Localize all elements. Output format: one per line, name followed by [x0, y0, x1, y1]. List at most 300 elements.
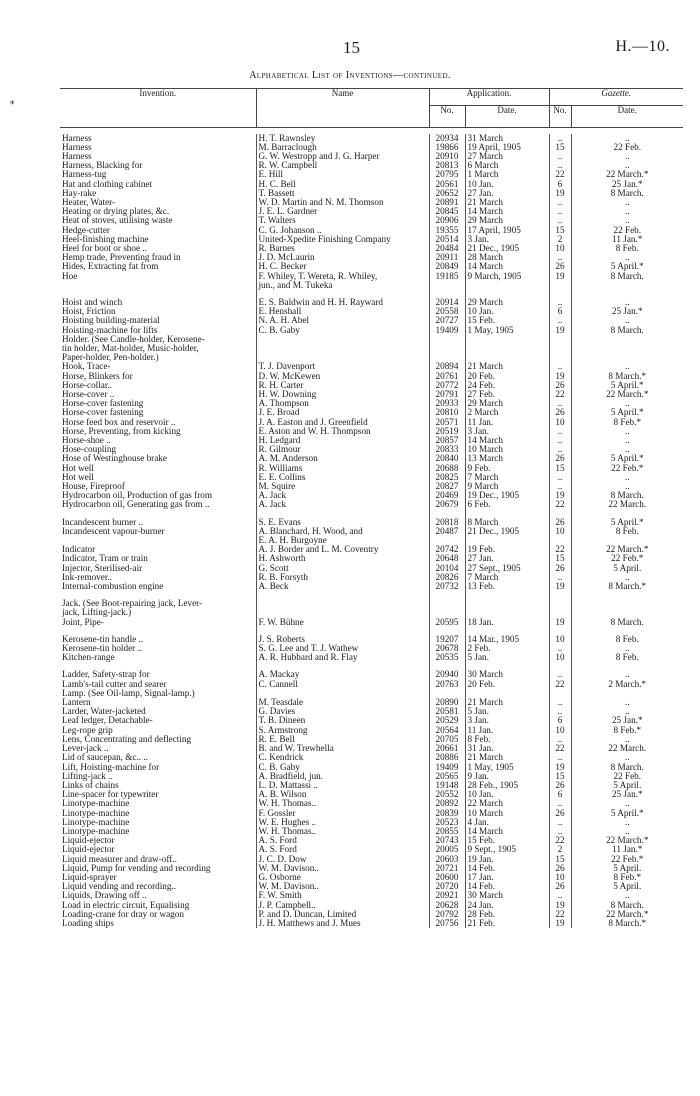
cell-gdate: 22 Feb. [571, 143, 683, 152]
cell-name: T. Bassett [256, 189, 429, 198]
cell-name: A. Beck [256, 582, 429, 591]
table-row [60, 582, 683, 591]
cell-inv: Harness [62, 151, 92, 161]
cell-no: 20818 [429, 518, 465, 527]
cell-gno: 26 [549, 408, 571, 417]
cell-date: 7 March [465, 573, 549, 582]
cell-no: 20756 [429, 919, 465, 928]
cell-gdate [571, 353, 683, 362]
cell-name [256, 627, 429, 635]
table-row [60, 545, 683, 554]
cell-no: 20825 [429, 473, 465, 482]
cell-inv: Liquid-sprayer [62, 872, 117, 882]
cell-gno: 26 [549, 518, 571, 527]
table-row [60, 198, 683, 207]
table-row [60, 608, 683, 617]
cell-no: 20595 [429, 618, 465, 627]
cell-inv: Liquid, Pump for vending and recording [62, 863, 211, 873]
cell-gno: 26 [549, 781, 571, 790]
cell-date: 5 Jan. [465, 707, 549, 716]
cell-name: E. S. Baldwin and H. H. Rayward [256, 298, 429, 307]
cell-no: 20705 [429, 735, 465, 744]
cell-name: R. Williams [256, 464, 429, 473]
cell-date: 20 Feb. [465, 372, 549, 381]
cell-name: A. Jack [256, 500, 429, 509]
table-row [60, 662, 683, 670]
cell-date: 19 Feb. [465, 545, 549, 554]
cell-gno: .. [549, 473, 571, 482]
cell-date [465, 290, 549, 298]
cell-gdate: 22 Feb.* [571, 554, 683, 563]
cell-date: 30 March [465, 670, 549, 679]
cell-inv: Indicator, Tram or train [62, 554, 148, 564]
cell-name: A. Mackay [256, 670, 429, 679]
cell-gno: 10 [549, 244, 571, 253]
cell-no: 20727 [429, 316, 465, 325]
cell-gdate: 11 Jan.* [571, 235, 683, 244]
cell-name: S. G. Lee and T. J. Wathew [256, 644, 429, 653]
cell-inv [60, 591, 256, 599]
cell-inv: Kitchen-range [62, 653, 115, 663]
cell-no: 20910 [429, 152, 465, 161]
cell-gdate: 25 Jan.* [571, 307, 683, 316]
cell-date: 22 March [465, 799, 549, 808]
inventions-table [60, 88, 683, 928]
cell-no [429, 281, 465, 290]
table-row [60, 189, 683, 198]
cell-no: 20732 [429, 582, 465, 591]
table-row [60, 781, 683, 790]
cell-inv: Horse-cover fastening [62, 399, 144, 409]
cell-name: H. C. Bell [256, 180, 429, 189]
cell-no: 20678 [429, 644, 465, 653]
table-row [60, 689, 683, 698]
table-row [60, 599, 683, 608]
col-header-gazette: Gazette. [549, 89, 683, 106]
cell-no: 20911 [429, 253, 465, 262]
cell-gno: .. [549, 799, 571, 808]
cell-no: 20628 [429, 901, 465, 910]
cell-gdate [571, 662, 683, 670]
cell-gdate: .. [571, 399, 683, 408]
cell-gdate: .. [571, 698, 683, 707]
cell-gdate: 8 March. [571, 618, 683, 627]
cell-name: C. Kendrick [256, 753, 429, 762]
cell-date: 9 Jan. [465, 772, 549, 781]
cell-no [429, 662, 465, 670]
cell-inv: Linotype-machine [62, 808, 130, 818]
cell-gno: 15 [549, 554, 571, 563]
cell-inv: Horse-collar.. [62, 380, 113, 390]
cell-name: E. A. H. Burgoyne [256, 536, 429, 545]
cell-no: 20558 [429, 307, 465, 316]
cell-gdate: 22 Feb. [571, 772, 683, 781]
cell-date: 14 Feb. [465, 864, 549, 873]
cell-inv: Jack. (See Boot-repairing jack, Lever- [62, 599, 203, 609]
cell-gno: 19 [549, 901, 571, 910]
cell-gno: .. [549, 573, 571, 582]
cell-gdate: .. [571, 316, 683, 325]
cell-gdate: 25 Jan.* [571, 790, 683, 799]
cell-date: 30 March [465, 891, 549, 900]
table-row [60, 919, 683, 928]
cell-gdate: 25 Jan.* [571, 716, 683, 725]
cell-date [465, 662, 549, 670]
cell-inv: Loading-crane for dray or wagon [62, 909, 184, 919]
cell-no [429, 344, 465, 353]
cell-inv: Lantern [62, 698, 91, 708]
cell-no: 20005 [429, 845, 465, 854]
cell-name: L. D. Mattassi .. [256, 781, 429, 790]
cell-date: 9 Sept., 1905 [465, 845, 549, 854]
table-row [60, 836, 683, 845]
cell-name [256, 599, 429, 608]
cell-name: A. M. Anderson [256, 454, 429, 463]
cell-gno: 15 [549, 226, 571, 235]
cell-date: 13 Feb. [465, 582, 549, 591]
cell-gdate: .. [571, 445, 683, 454]
cell-no: 20933 [429, 399, 465, 408]
table-row [60, 134, 683, 143]
cell-gdate: 8 March. [571, 189, 683, 198]
cell-gdate: 22 Feb.* [571, 855, 683, 864]
cell-inv [60, 510, 256, 518]
cell-no: 20886 [429, 753, 465, 762]
cell-inv: Hoe [62, 271, 78, 281]
cell-gdate: 5 April.* [571, 408, 683, 417]
cell-gdate: 22 March.* [571, 390, 683, 399]
cell-no: 20581 [429, 707, 465, 716]
table-row [60, 827, 683, 836]
cell-gno [549, 290, 571, 298]
cell-gdate: .. [571, 753, 683, 762]
cell-gno: 2 [549, 235, 571, 244]
cell-no: 20761 [429, 372, 465, 381]
table-body [60, 134, 683, 929]
cell-name: E. E. Collins [256, 473, 429, 482]
cell-name: G. Davies [256, 707, 429, 716]
cell-date: 20 Feb. [465, 680, 549, 689]
cell-inv: Horse-shoe .. [62, 436, 111, 445]
cell-inv: Incandescent burner .. [62, 517, 144, 527]
table-row [60, 845, 683, 854]
cell-inv: Hoisting building-material [62, 316, 160, 326]
cell-date: 31 March [465, 134, 549, 143]
table-row [60, 362, 683, 371]
cell-date: 9 March [465, 482, 549, 491]
cell-inv: Linotype-machine [62, 826, 130, 836]
cell-inv: Hat and clothing cabinet [62, 179, 153, 189]
table-row [60, 763, 683, 772]
table-row [60, 436, 683, 445]
cell-inv: Liquid-ejector [62, 836, 115, 846]
cell-no: 20688 [429, 464, 465, 473]
cell-no: 20891 [429, 198, 465, 207]
cell-date: 21 March [465, 698, 549, 707]
cell-inv: Links of chains [62, 780, 119, 790]
cell-date: 21 March [465, 753, 549, 762]
cell-inv: Joint, Pipe- [62, 617, 104, 627]
cell-gdate: 8 Feb.* [571, 873, 683, 882]
cell-gno [549, 353, 571, 362]
table-row [60, 262, 683, 271]
cell-gdate: 8 March. [571, 272, 683, 281]
cell-name: H. W. Downing [256, 390, 429, 399]
cell-inv: Leg-rope grip [62, 725, 113, 735]
table-row [60, 527, 683, 536]
cell-gdate [571, 689, 683, 698]
cell-date: 14 Feb. [465, 882, 549, 891]
cell-gno: .. [549, 482, 571, 491]
cell-name: A. J. Border and L. M. Coventry [256, 545, 429, 554]
cell-name: T. Walters [256, 216, 429, 225]
table-row [60, 818, 683, 827]
cell-gno [549, 608, 571, 617]
cell-date: 11 Jan. [465, 418, 549, 427]
cell-date [465, 536, 549, 545]
cell-name: E. Henshall [256, 307, 429, 316]
table-row [60, 518, 683, 527]
cell-gno: .. [549, 198, 571, 207]
cell-inv: Hemp trade, Preventing fraud in [62, 253, 181, 263]
cell-gno: 22 [549, 680, 571, 689]
cell-inv: Horse, Preventing, from kicking [62, 426, 181, 436]
cell-no: 20849 [429, 262, 465, 271]
cell-name: W. H. Thomas.. [256, 799, 429, 808]
cell-inv: Hot well [62, 463, 94, 473]
cell-no [429, 353, 465, 362]
cell-gdate: 8 Feb. [571, 653, 683, 662]
cell-inv: Incandescent vapour-burner [62, 526, 165, 536]
cell-gno: 26 [549, 381, 571, 390]
cell-name: G. Scott [256, 564, 429, 573]
cell-gdate [571, 536, 683, 545]
cell-gdate: .. [571, 644, 683, 653]
table-row [60, 864, 683, 873]
table-row [60, 326, 683, 335]
cell-name: H. Ledgard [256, 436, 429, 445]
cell-gno: 15 [549, 855, 571, 864]
cell-inv: Horse-cover .. [62, 389, 115, 399]
cell-name: F. W. Smith [256, 891, 429, 900]
cell-name: F. Whiley, T. Wereta, R. Whiley, [256, 272, 429, 281]
cell-gdate: 8 March. [571, 326, 683, 335]
cell-gno: 15 [549, 772, 571, 781]
page-title: Alphabetical List of Inventions—continued. [249, 70, 451, 81]
cell-name: M. Squire [256, 482, 429, 491]
cell-name: United-Xpedite Finishing Company [256, 235, 429, 244]
cell-gno: 22 [549, 836, 571, 845]
table-row [60, 500, 683, 509]
cell-name: F. W. Bühne [256, 618, 429, 627]
cell-date: 10 Jan. [465, 307, 549, 316]
cell-inv: Leaf ledger, Detachable- [62, 716, 153, 726]
cell-gno: 19 [549, 326, 571, 335]
col-header-gazette-date: Date. [571, 106, 683, 128]
page-reference: H.—10. [615, 38, 670, 55]
cell-gno: .. [549, 735, 571, 744]
cell-inv: Heating or drying plates, &c. [62, 207, 170, 217]
cell-gno: 10 [549, 527, 571, 536]
cell-gno: 6 [549, 307, 571, 316]
table-row [60, 253, 683, 262]
page-number: 15 [343, 38, 360, 57]
cell-gno: 22 [549, 170, 571, 179]
cell-gno: 10 [549, 653, 571, 662]
cell-name: A. Blanchard, H. Wood, and [256, 527, 429, 536]
cell-name [256, 510, 429, 518]
cell-inv [60, 662, 256, 670]
cell-gdate: 22 Feb. [571, 226, 683, 235]
cell-inv: Liquids, Drawing off .. [62, 891, 147, 901]
cell-no: 20529 [429, 716, 465, 725]
cell-date: 14 March [465, 827, 549, 836]
cell-no: 20565 [429, 772, 465, 781]
cell-gno [549, 591, 571, 599]
cell-no: 20600 [429, 873, 465, 882]
cell-no: 20813 [429, 161, 465, 170]
cell-gno: 19 [549, 372, 571, 381]
table-row [60, 290, 683, 298]
cell-date: 8 Feb. [465, 735, 549, 744]
cell-gno: .. [549, 698, 571, 707]
cell-inv: Horse, Blinkers for [62, 371, 133, 381]
cell-name: A. Thompson [256, 399, 429, 408]
cell-no [429, 689, 465, 698]
table-row [60, 564, 683, 573]
cell-gno: 22 [549, 744, 571, 753]
cell-inv: Liquid measurer and draw-off.. [62, 854, 177, 864]
cell-date [465, 281, 549, 290]
cell-date [465, 510, 549, 518]
cell-no: 20564 [429, 726, 465, 735]
cell-date: 14 March [465, 262, 549, 271]
cell-no: 19185 [429, 272, 465, 281]
cell-date: 10 Jan. [465, 180, 549, 189]
cell-gno: 26 [549, 454, 571, 463]
cell-gdate: 5 April. [571, 781, 683, 790]
cell-gdate [571, 281, 683, 290]
table-row [60, 445, 683, 454]
cell-no: 19355 [429, 226, 465, 235]
cell-name: W. D. Martin and N. M. Thomson [256, 198, 429, 207]
cell-no [429, 599, 465, 608]
cell-date: 6 Feb. [465, 500, 549, 509]
cell-gno [549, 335, 571, 344]
cell-inv: jack, Lifting-jack.) [62, 608, 132, 618]
cell-inv: Harness, Blacking for [62, 161, 143, 171]
table-row [60, 716, 683, 725]
cell-gno: 26 [549, 864, 571, 873]
cell-inv [60, 536, 256, 545]
cell-name [256, 335, 429, 344]
cell-date: 2 Feb. [465, 644, 549, 653]
cell-name: R. H. Carter [256, 381, 429, 390]
cell-no: 20721 [429, 864, 465, 873]
cell-gno: .. [549, 707, 571, 716]
table-row [60, 316, 683, 325]
table-row [60, 873, 683, 882]
table-row [60, 882, 683, 891]
table-row [60, 335, 683, 344]
cell-no: 20934 [429, 134, 465, 143]
cell-inv: Line-spacer for typewriter [62, 790, 159, 800]
table-row [60, 554, 683, 563]
cell-gno: 22 [549, 910, 571, 919]
cell-gdate: 5 April. [571, 864, 683, 873]
cell-gdate: .. [571, 707, 683, 716]
cell-gno: 22 [549, 500, 571, 509]
cell-inv: Hydrocarbon oil, Production of gas from [62, 491, 213, 501]
cell-gdate [571, 591, 683, 599]
cell-name: R. Barnes [256, 244, 429, 253]
table-row [60, 473, 683, 482]
cell-gdate: 8 Feb. [571, 635, 683, 644]
cell-gdate: .. [571, 427, 683, 436]
cell-date: 2 March [465, 408, 549, 417]
cell-name [256, 344, 429, 353]
cell-date: 3 Jan. [465, 427, 549, 436]
cell-name: N. A. H. Abel [256, 316, 429, 325]
table-row [60, 510, 683, 518]
table-row [60, 235, 683, 244]
cell-name: D. W. McKewen [256, 372, 429, 381]
cell-gno: .. [549, 152, 571, 161]
cell-no [429, 536, 465, 545]
table-row [60, 707, 683, 716]
table-row [60, 272, 683, 281]
cell-inv: Hot well [62, 472, 94, 482]
col-header-gazette-no: No. [549, 106, 571, 128]
table-row [60, 372, 683, 381]
cell-inv: House, Fireproof [62, 482, 125, 492]
cell-name: J. A. Easton and J. Greenfield [256, 418, 429, 427]
cell-gdate: .. [571, 818, 683, 827]
cell-inv [60, 281, 256, 290]
col-header-app-no: No. [429, 106, 465, 128]
cell-date: 24 Feb. [465, 381, 549, 390]
cell-gno: .. [549, 670, 571, 679]
table-row [60, 635, 683, 644]
cell-date: 14 March [465, 436, 549, 445]
cell-name: J. E. L. Gardner [256, 207, 429, 216]
table-row [60, 226, 683, 235]
cell-name: C. G. Johanson .. [256, 226, 429, 235]
cell-inv: Harness-tug [62, 170, 107, 180]
cell-name: G. W. Westropp and J. G. Harper [256, 152, 429, 161]
table-row [60, 170, 683, 179]
table-row [60, 152, 683, 161]
cell-gno: .. [549, 362, 571, 371]
cell-inv: Hedge-cutter [62, 225, 110, 235]
cell-name: R. E. Bell [256, 735, 429, 744]
cell-name: J. P. Campbell.. [256, 901, 429, 910]
cell-date: 27 Jan. [465, 189, 549, 198]
cell-name: W. E. Hughes .. [256, 818, 429, 827]
cell-gno: 19 [549, 272, 571, 281]
table-row [60, 464, 683, 473]
cell-gno: 19 [549, 491, 571, 500]
cell-inv: Lens, Concentrating and deflecting [62, 734, 192, 744]
cell-inv: Lifting-jack .. [62, 771, 113, 781]
cell-inv: Heat of stoves, utilising waste [62, 216, 173, 226]
cell-inv [60, 290, 256, 298]
cell-gno: .. [549, 427, 571, 436]
cell-no [429, 608, 465, 617]
cell-gno: 6 [549, 790, 571, 799]
cell-date: 3 Jan. [465, 716, 549, 725]
table-row [60, 799, 683, 808]
